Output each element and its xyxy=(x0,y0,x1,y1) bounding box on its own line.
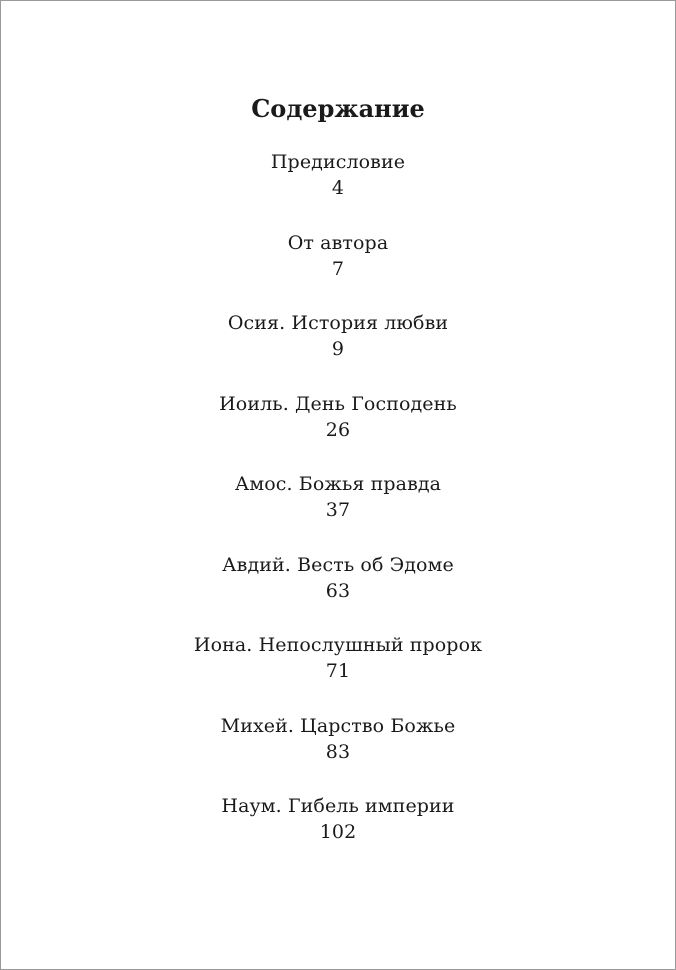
toc-entry[interactable] xyxy=(1,230,675,311)
toc-entry[interactable] xyxy=(1,149,675,230)
toc-entry[interactable] xyxy=(1,310,675,391)
toc-entry-page-number: 102 xyxy=(319,821,357,843)
toc-entry[interactable] xyxy=(1,552,675,633)
toc-entry[interactable] xyxy=(1,391,675,472)
toc-entry-page-number: 9 xyxy=(331,338,345,360)
table-of-contents xyxy=(1,149,675,874)
toc-entry-title: Осия. История любви xyxy=(227,312,449,334)
page-title: Содержание xyxy=(251,94,425,123)
toc-entry-page-number: 26 xyxy=(325,418,351,441)
toc-entry-page-number: 37 xyxy=(325,499,351,521)
toc-entry-title: Иона. Непослушный пророк xyxy=(193,634,483,656)
toc-entry-page-number: 71 xyxy=(325,660,351,682)
toc-entry-page-number: 7 xyxy=(331,257,345,280)
toc-entry[interactable] xyxy=(1,713,675,794)
toc-entry-title: Амос. Божья правда xyxy=(234,473,442,495)
toc-entry-title: Иоиль. День Господень xyxy=(219,392,457,415)
toc-entry-page-number: 83 xyxy=(325,740,351,763)
toc-entry[interactable] xyxy=(1,632,675,713)
toc-entry-title: Наум. Гибель империи xyxy=(221,795,455,817)
toc-entry[interactable] xyxy=(1,471,675,552)
toc-entry-page-number: 63 xyxy=(325,579,351,602)
toc-entry-title: Предисловие xyxy=(270,151,406,173)
toc-entry-title: От автора xyxy=(287,231,389,254)
toc-entry-page-number: 4 xyxy=(331,177,345,199)
toc-entry-title: Михей. Царство Божье xyxy=(220,714,456,737)
toc-entry[interactable] xyxy=(1,793,675,874)
toc-entry-title: Авдий. Весть об Эдоме xyxy=(222,553,454,576)
